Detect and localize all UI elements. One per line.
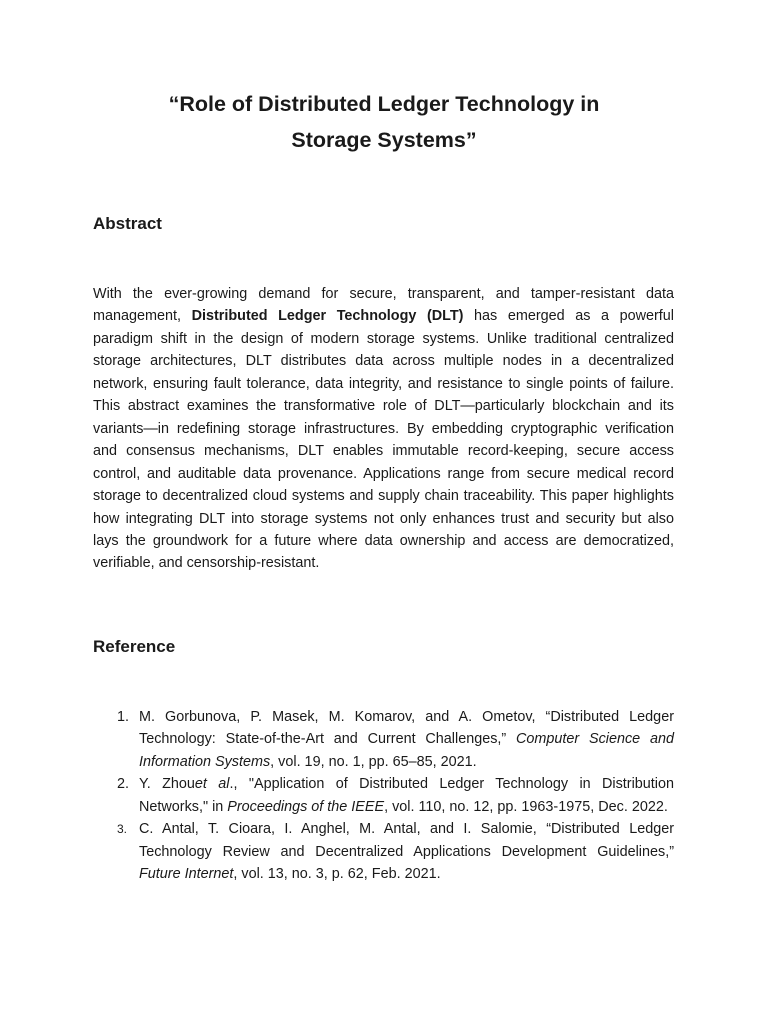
reference-details: , vol. 110, no. 12, pp. 1963-1975, Dec. 2022. (384, 798, 668, 815)
abstract-bold-term: Distributed Ledger Technology (DLT) (191, 308, 464, 325)
reference-journal: Computer Science and Information Systems (139, 731, 675, 770)
abstract-paragraph (93, 283, 674, 575)
reference-item-2 (93, 773, 674, 818)
reference-text: C. Antal, T. Cioara, I. Anghel, M. Antal, and I. Salomie, “Distributed Ledger Technology Review and Decentralized Applications Development Guidelines,” (139, 821, 674, 860)
abstract-heading: Abstract (93, 214, 162, 233)
reference-details: , vol. 13, no. 3, p. 62, Feb. 2021. (233, 866, 441, 883)
reference-number: 1. (117, 709, 130, 725)
abstract-text-before: With the ever-growing demand for secure, transparent, and tamper-resistant data management, (93, 286, 674, 325)
reference-number: 2. (117, 776, 130, 793)
paper-title-line-2: Storage Systems” (291, 128, 477, 152)
reference-details: , vol. 19, no. 1, pp. 65–85, 2021. (270, 753, 477, 770)
reference-authors: Y. Zhou (139, 776, 195, 793)
reference-et-al: et al (194, 776, 230, 793)
reference-list (93, 706, 674, 886)
paper-title-line-1: “Role of Distributed Ledger Technology in (168, 92, 600, 116)
paper-title (60, 86, 708, 158)
reference-text: ., "Application of Distributed Ledger Technology in Distribution Networks," in (139, 776, 675, 815)
reference-number: 3. (117, 822, 128, 837)
reference-heading: Reference (93, 637, 176, 656)
reference-journal: Proceedings of the IEEE (227, 798, 385, 815)
reference-item-1 (93, 706, 674, 773)
reference-item-3 (93, 818, 674, 885)
reference-text: M. Gorbunova, P. Masek, M. Komarov, and A. Ometov, “Distributed Ledger Technology: State-of-the-Art and Current Challenges,” (139, 709, 674, 748)
abstract-text-after: has emerged as a powerful paradigm shift in the design of modern storage systems. Unlike traditional centralized storage architectures, DLT distributes data across multiple nodes in a decentralized network, ensuring fault tolerance, data integrity, and resistance to single points of failure. This abstract examines the transformative role of DLT—particularly blockchain and its variants—in redefining storage infrastructures. By embedding cryptographic verification and consensus mechanisms, DLT enables immutable record-keeping, secure access control, and auditable data provenance. Applications range from secure medical record storage to decentralized cloud systems and supply chain traceability. This paper highlights how integrating DLT into storage systems not only enhances trust and security but also lays the groundwork for a future where data ownership and access are democratized, verifiable, and censorship-resistant. (93, 308, 674, 572)
reference-journal: Future Internet (139, 866, 234, 883)
